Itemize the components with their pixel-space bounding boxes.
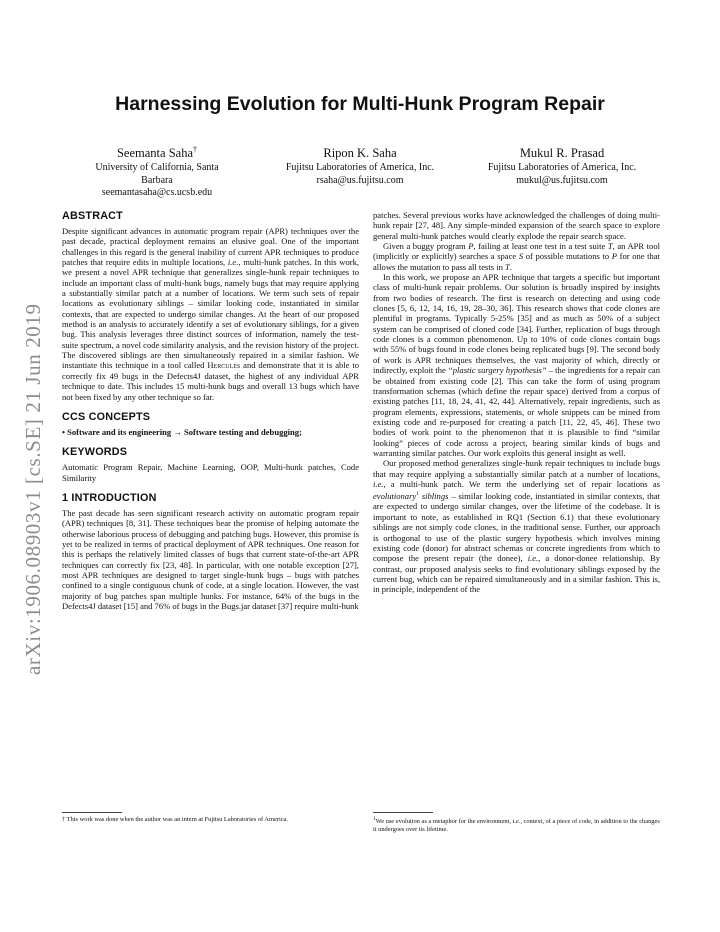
paragraph: Our proposed method generalizes single-hunk repair techniques to include bugs that may require applying a substantially similar patch at a number of locations, i.e., a multi-hunk patch. We term the underlying set of repair locations as evolutionary$^1$ siblings – similar looking code, instantiated in similar contexts, that are expected to undergo similar changes, over the lifetime of the codebase. It is important to note, as established in RQ1 (Section 6.1) that these evolutionary siblings are not simply code clones, in the traditional sense. Further, our approach is orthogonal to use of the plastic surgery hypothesis which involves mining existing code (donor) for abstract schemas or concrete ingredients from which to compose the present repair (the donee), i.e., a donor-donee relationship. By contrast, our proposed analysis seeks to find evolutionary siblings exposed by the current bug, which can be repaired simultaneously and in a similar fashion. This is, in principle, independent of the xyxy=(373,458,660,595)
ccs-heading: CCS CONCEPTS xyxy=(62,410,151,423)
paper-title: Harnessing Evolution for Multi-Hunk Program Repair xyxy=(115,93,605,115)
author-email: seemantasaha@cs.ucsb.edu xyxy=(101,187,213,198)
footnote-right: $^1$We use evolution as a metaphor for the environment, i.e., context, of a piece of code, in addition to the changes it undergoes over its lifetime. xyxy=(373,816,660,834)
arxiv-watermark xyxy=(14,140,48,680)
ccs-text: • Software and its engineering → Software testing and debugging; xyxy=(62,426,302,437)
footnote-mark: 1 xyxy=(416,491,419,498)
paragraph: patches. Several previous works have acknowledged the challenges of doing multi-hunk repair [27, 48]. Any simple-minded expansion of the search space to explore general multi-hunk patches would clearly explode the repair search space. xyxy=(373,210,660,241)
abstract-heading: ABSTRACT xyxy=(62,210,123,222)
author-name: Mukul R. Prasad xyxy=(519,146,605,160)
tool-name: Hercules xyxy=(207,360,241,371)
introduction-text: The past decade has seen significant research activity on automatic program repair (APR) techniques [8, 31]. These techniques bear the promise of helping automate the otherwise laborious process of debugging and patching bugs. However, this promise is yet to be realized in terms of practical deployment of APR techniques. One reason for this is perhaps the relatively limited classes of bugs that current state-of-the-art APR techniques can correctly fix [23, 48]. In particular, with one notable exception [27], most APR techniques are designed to target single-hunk bugs – bugs with patches confined to a single contiguous chunk of code, at a single location. However, the vast majority of bug patches span multiple hunks. For instance, 64% of the bugs in the Defects4J dataset [15] and 76% of bugs in the Bugs.jar dataset [37] require multi-hunk xyxy=(62,507,359,611)
author-email: mukul@us.fujitsu.com xyxy=(516,174,608,186)
paragraph: In this work, we propose an APR technique that targets a specific but important class of multi-hunk repair problems. Our solution is broadly inspired by insights from two bodies of research. The first is research on detecting and using code clones [5, 6, 12, 14, 16, 19, 28–30, 36]. This research shows that code clones are plentiful in programs. Typically 5-25% [35] and as much as 50% of a subject system can be comprised of cloned code [34]. Further, replication of bugs through code clones is a common phenomenon. Up to 10% of code clones contain bugs with 55% of bugs found in code clones being replicated bugs [9]. The second body of work is APR techniques themselves, the vast majority of which, directly or indirectly, exploit the “plastic surgery hypothesis” – the ingredients for a repair can be obtained from existing code [2]. This can take the form of using program transformation schemas (which define the repair space) derived from a corpus of existing patches [11, 18, 24, 41, 42, 44]. Alternatively, repair ingredients, such as program elements, expressions, statements, or whole snippets can be mined from existing code and re-purposed for creating a patch [11, 22, 45, 46]. These two bodies of work point to the phenomenon that it is plausible to find “similar looking” pieces of code across a project, bearing similar kinds of bugs and warranting similar patches. Our work exploits this general insight as well. xyxy=(373,272,660,458)
footnote-left: † This work was done when the author was an intern at Fujitsu Laboratories of America. xyxy=(62,816,288,823)
abstract-text: Despite significant advances in automatic program repair (APR) techniques over the past decade, practical deployment remains an elusive goal. One of the important challenges in this regard is the general inability of current APR techniques to produce patches that require edits in multiple locations, i.e., multi-hunk patches. In this work, we present a novel APR technique that generalizes single-hunk repair techniques to include an important class of multi-hunk bugs, namely bugs that may require applying a substantially similar patch at a number of locations. We term such sets of repair locations as evolutionary siblings – similar looking code, instantiated in similar contexts, that are expected to undergo similar changes. At the heart of our proposed method is an analysis to accurately identify a set of evolutionary siblings, for a given bug. This analysis leverages three distinct sources of information, namely the test-suite spectrum, a novel code similarity analysis, and the revision history of the project. The discovered siblings are then simultaneously repaired in a similar fashion. We instantiate this technique in a tool called Hercules and demonstrate that it is able to correctly fix 49 bugs in the Defects4J dataset, the highest of any individual APR technique to date. This includes 15 multi-hunk bugs and overall 13 bugs which have not been fixed by any other technique so far. xyxy=(62,226,360,402)
arxiv-id: arXiv:1906.08903v1 [cs.SE] 21 Jun 2019 xyxy=(21,303,45,675)
author-footnote-mark: † xyxy=(193,144,197,154)
author-block xyxy=(462,146,662,187)
left-column xyxy=(62,210,359,611)
author-name: Seemanta Saha xyxy=(116,146,193,160)
author-block xyxy=(260,146,460,187)
author-block xyxy=(72,146,242,200)
footnote-rule xyxy=(373,812,433,813)
paragraph: Given a buggy program P, failing at least one test in a test suite T, an APR tool (implicitly or explicitly) searches a space S of possible mutations to P for one that allows the mutation to pass all tests in T. xyxy=(373,241,660,272)
author-affiliation: University of California, Santa xyxy=(95,162,219,173)
keywords-heading: KEYWORDS xyxy=(62,446,128,459)
author-affiliation: Barbara xyxy=(141,174,173,186)
footnote-rule xyxy=(62,812,122,813)
author-email: rsaha@us.fujitsu.com xyxy=(316,174,404,186)
author-affiliation: Fujitsu Laboratories of America, Inc. xyxy=(285,162,435,173)
introduction-heading: 1 INTRODUCTION xyxy=(62,491,157,504)
author-name: Ripon K. Saha xyxy=(323,146,397,160)
author-affiliation: Fujitsu Laboratories of America, Inc. xyxy=(487,162,637,173)
right-column xyxy=(373,210,660,595)
keywords-text: Automatic Program Repair, Machine Learning, OOP, Multi-hunk patches, Code Similarity xyxy=(62,462,359,483)
